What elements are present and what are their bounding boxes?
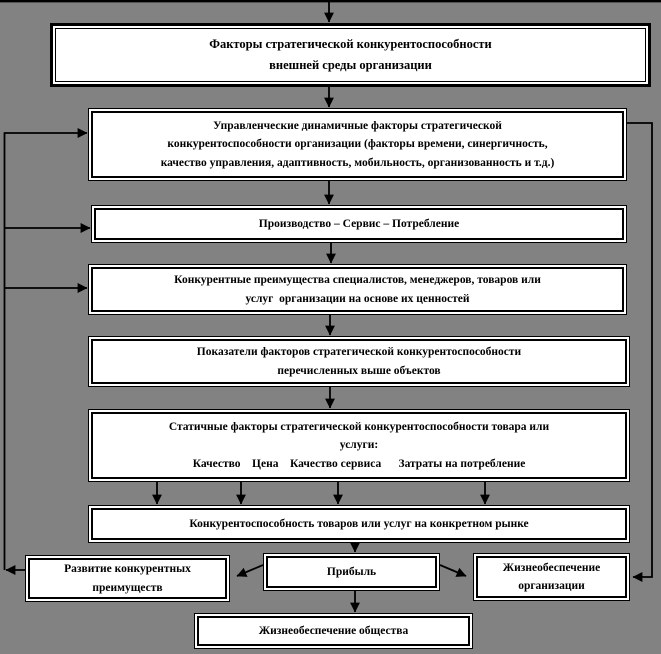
box-life-society <box>194 613 473 649</box>
feedback-right-path <box>627 123 652 577</box>
box-advantages-line2: услуг организации на основе их ценностей <box>245 292 470 305</box>
box-managerial-line1: Управленческие динамичные факторы стратегической <box>213 120 502 133</box>
box-life-org <box>473 553 630 601</box>
box-indicators-line2: перечисленных выше объектов <box>277 364 441 377</box>
box-development-line2: преимуществ <box>92 581 163 594</box>
box-static-factors <box>88 409 630 482</box>
box-development-line1: Развитие конкурентных <box>64 563 191 576</box>
box-production-line1: Производство – Сервис – Потребление <box>258 217 460 230</box>
box-production-service <box>91 205 627 243</box>
box-static-line3: Качество Цена Качество сервиса Затраты на потребление <box>192 457 526 470</box>
box-advantages-line1: Конкурентные преимущества специалистов, менеджеров, товаров или <box>174 274 541 287</box>
box-factors-external-line2: внешней среды организации <box>269 58 432 72</box>
box-indicators-line1: Показатели факторов стратегической конкурентоспособности <box>196 346 522 359</box>
box-managerial-line2: конкурентоспособности организации (факторы времени, синергичность, <box>167 138 548 151</box>
box-managerial-line3: качество управления, адаптивность, мобильность, организованность и т.д.) <box>160 156 555 169</box>
arrow-profit-to-development <box>237 565 263 576</box>
box-market-line1: Конкурентоспособность товаров или услуг на конкретном рынке <box>189 517 529 530</box>
box-indicators <box>88 336 630 387</box>
box-life-org-line1: Жизнеобеспечение <box>502 561 601 574</box>
box-factors-external-line1: Факторы стратегической конкурентоспособности <box>209 36 492 51</box>
box-competitive-advantages <box>88 264 627 315</box>
box-factors-external <box>50 23 651 87</box>
box-static-line2: услуги: <box>339 439 379 452</box>
box-development <box>25 555 230 602</box>
box-life-society-line1: Жизнеобеспечение общества <box>258 624 409 637</box>
arrow-profit-to-lifeorg <box>440 565 466 576</box>
box-life-org-line2: организации <box>518 580 585 592</box>
box-profit-line1: Прибыль <box>326 565 377 578</box>
box-static-line1: Статичные факторы стратегической конкурентоспособности товара или <box>168 421 550 434</box>
box-managerial-dynamic <box>88 108 627 181</box>
box-profit <box>263 553 440 591</box>
box-competitiveness-market <box>88 505 630 543</box>
